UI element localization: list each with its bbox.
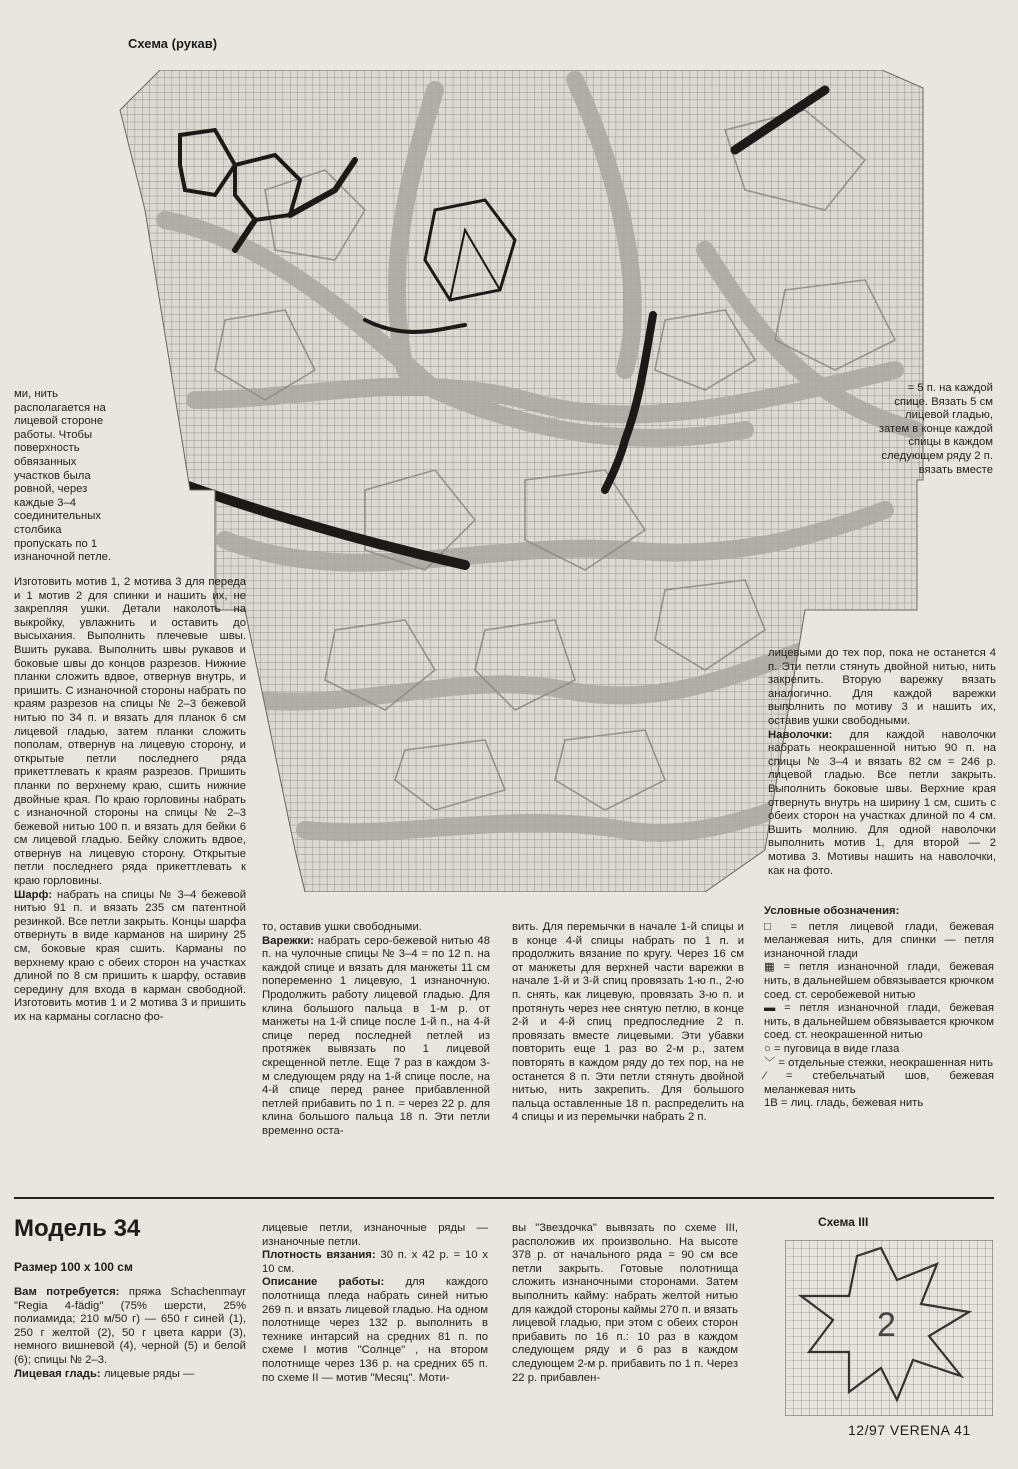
scheme3-number: 2 bbox=[877, 1306, 896, 1344]
work-cont-block: вы "Звездочка" вывязать по схеме III, расположив их произвольно. На высоте 378 р. от начального ряда = 90 см все петли закрыть. Готовые полотнища сложить изнаночными сторонами. Затем выполнить кайму: набрать желтой нитью для каждой стороны каймы 270 п. и вязать лицевой гладью, при этом с обеих сторон прибавить по 16 п.: 10 раз в каждом следующем ряду и 6 раз в каждом следующем 2-м р. прибавить по 1 п. Через 22 р. прибавлен- bbox=[512, 1222, 738, 1384]
legend-item: ○ = пуговица в виде глаза bbox=[764, 1042, 900, 1055]
legend-heading: Условные обозначения: bbox=[764, 905, 900, 917]
scarf-text: набрать на спицы № 3–4 бежевой нитью 91 п. и вязать 235 см патентной резинкой. Все петли закрыть. Концы шарфа отвернуть в виде карманов на ширину 25 см, боковые края сшить. Карманы по верхнему краю с обеих сторон на участках длиной по 8 см пришить к шарфу, оставив середину для входа в карман свободной. Изготовить мотив 1 и 2 мотива 3 и пришить их на карманы согласно фо- bbox=[14, 888, 247, 1023]
left-mid-text: Изготовить мотив 1, 2 мотива 3 для переда и 1 мотив 2 для спинки и нашить их, не закрепляя ушки. Детали наколоть на выкройку, увлажнить и оставить до высыхания. Выполнить плечевые швы. Вшить рукава. Выполнить швы рукавов и боковые швы до концов разрезов. Нижние планки сложить вдвое, отвернув внутрь, и пришить. С изнаночной стороны набрать по краям разрезов на спицы № 2–3 бежевой нитью по 34 п. и вязать для планок 6 см лицевой гладью, затем планки сложить пополам, отвернув на лицевую сторону, и открытые петли последнего ряда прикеттлевать к краям разрезов. Пришить планки по верхнему краю, сшить нижние двойные края. По краю горловины набрать с изнаночной стороны на спицы № 2–3 бежевой нитью 100 п. и вязать для бейки 6 см лицевой гладью. Бейку сложить вдвое, отвернув на лицевую сторону. Открытые петли последнего ряда прикеттлевать к краю горловины. bbox=[14, 576, 246, 888]
col2-first-text: то, оставив ушки свободными. bbox=[262, 921, 422, 933]
legend-item: ▬ = петля изнаночной глади, бежевая нить, в дальнейшем обвязывается крючком соед. ст. неокрашенной нитью bbox=[764, 1002, 994, 1042]
right-top-text: = 5 п. на каждой спице. Вязать 5 см лицевой гладью, затем в конце каждой спицы в каждом следующем ряду 2 п. вязать вместе bbox=[878, 382, 993, 476]
density-text: 30 п. x 42 р. = 10 x 10 см. bbox=[262, 1249, 488, 1275]
size-line: Размер 100 x 100 см bbox=[14, 1260, 133, 1274]
stockinette-text: лицевые ряды — bbox=[103, 1367, 195, 1380]
needs-text: пряжа Schachenmayr "Regia 4-fädig" (75% шерсти, 25% полиамида; 210 м/50 г) — 650 г синей (1), 250 г желтой (2), 50 г цвета карри (3), немного вишневой (4), черной (5) и белой (6); спицы № 2–3. bbox=[14, 1286, 246, 1366]
scheme3-title: Схема III bbox=[818, 1215, 869, 1229]
scheme3-chart bbox=[785, 1240, 993, 1416]
legend bbox=[764, 905, 994, 1111]
legend-item: ﹀ = отдельные стежки, неокрашенная нить bbox=[764, 1056, 993, 1069]
needs-label: Вам потребуется: bbox=[14, 1286, 120, 1298]
column-mittens-cont: вить. Для перемычки в начале 1-й спицы и в конце 4-й спицы набрать по 1 п. и продолжить вязание по кругу. Через 16 см от манжеты для верхней части варежки в начале 1-й и 3-й спиц провязать 1-ю п., 2-ю п. снять, как лицевую, провязать 3-ю п. и протянуть через нее снятую петлю, в конце 2-й и 4-й спиц предпоследние 2 п. провязать вместе лицевыми. Эти убавки повторить еще 1 раз во 2-м р., затем повторять в каждом ряду до тех пор, на не останется 8 п. Эти петли стянуть двойной нитью, нить закрепить. Для большого пальца оставленные 18 п. распределить на 4 спицы и из перемычки набрать 2 п. bbox=[512, 921, 744, 1124]
mittens-label: Варежки: bbox=[262, 934, 314, 947]
materials-block bbox=[14, 1286, 246, 1381]
b-col2-first-text: лицевые петли, изнаночные ряды — изнаночные петли. bbox=[262, 1222, 488, 1248]
mittens-text: набрать серо-бежевой нитью 48 п. на чулочные спицы № 3–4 = по 12 п. на каждой спице и вязать для манжеты 11 см попеременно 1 лицевую, 1 изнаночную. Продолжить работу лицевой гладью. Для клина большого пальца в 1-м р. от манжеты на 1-й спице после 1-й п., на 4-й спице перед последней петлей из протяжек вывязать по 1 лицевой скрещенной петле. Еще 7 раз в каждом 3-м следующем ряду на 1-й спице после, на 4-й спице перед ранее прибавленной петлей прибавить по 1 п. = через 22 р. для клина большого пальца 18 п. Эти петли временно оста- bbox=[262, 934, 490, 1137]
work-text: для каждого полотнища пледа набрать синей нитью 269 п. и вязать лицевой гладью. На одном полотнище через 132 р. выполнить в технике интарсий на средних 81 п. по схеме I мотив "Солнце" , на втором полотнище через 136 р. на средних 65 п. по схеме II — мотив "Месяц". Моти- bbox=[262, 1276, 488, 1384]
model-title: Модель 34 bbox=[14, 1215, 141, 1242]
density-block bbox=[262, 1222, 488, 1385]
density-label: Плотность вязания: bbox=[262, 1249, 376, 1262]
work-label: Описание работы: bbox=[262, 1276, 385, 1289]
legend-item: ⁄ = стебельчатый шов, бежевая меланжевая нить bbox=[764, 1070, 994, 1096]
legend-item: □ = петля лицевой глади, бежевая меланжевая нить, для спинки — петля изнаночной глади bbox=[764, 920, 994, 960]
pillowcases-text: для каждой наволочки набрать неокрашенной нитью 90 п. на спицы № 3–4 и вязать 82 см = 246 р. лицевой гладью. Все петли закрыть. Выполнить боковые швы. Верхние края отвернуть внутрь на ширину 1 см, сшить с обеих сторон на участках длиной по 4 см. Вшить молнию. Для одной наволочки выполнить мотив 1, для второй — 2 мотива 3. Мотивы нашить на наволочки, как на фото. bbox=[768, 728, 996, 877]
stockinette-label: Лицевая гладь: bbox=[14, 1367, 101, 1380]
legend-item: ▦ = петля изнаночной глади, бежевая нить, в дальнейшем обвязывается крючком соед. ст. серобежевой нитью bbox=[764, 961, 994, 1001]
scarf-label: Шарф: bbox=[14, 888, 53, 901]
right-mid-text: лицевыми до тех пор, пока не останется 4 п. Эти петли стянуть двойной нитью, нить закрепить. Вторую варежку вязать аналогично. Для каждой варежки выполнить по мотиву 3 и нашить их, оставив ушки свободными. bbox=[768, 647, 996, 727]
page-footer: 12/97 VERENA 41 bbox=[848, 1422, 971, 1438]
legend-item: 1В = лиц. гладь, бежевая нить bbox=[764, 1097, 924, 1110]
right-mid-block bbox=[768, 647, 996, 878]
section-divider bbox=[14, 1197, 994, 1199]
left-mid-block bbox=[14, 576, 246, 1025]
column-mittens bbox=[262, 921, 490, 1139]
left-top-text: ми, нить располагается на лицевой стороне работы. Чтобы поверхность обвязанных участков была ровной, через каждые 3–4 соединительных столбика пропускать по 1 изнаночной петле. bbox=[14, 388, 112, 564]
pillowcases-label: Наволочки: bbox=[768, 728, 833, 741]
scheme-sleeve-title: Схема (рукав) bbox=[128, 36, 218, 51]
